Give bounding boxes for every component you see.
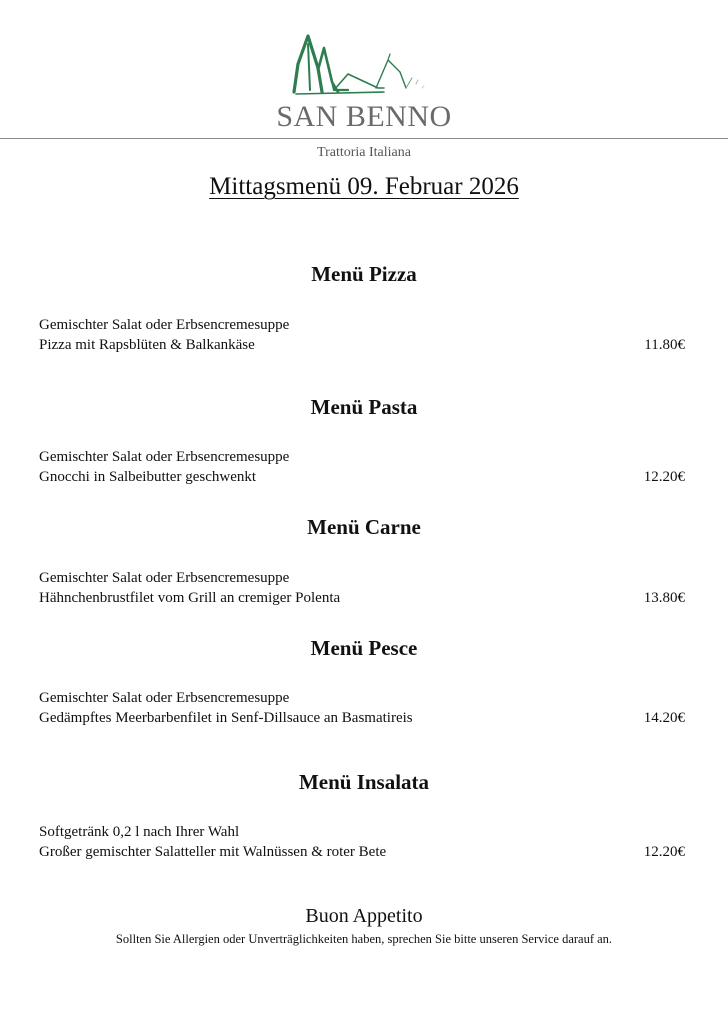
menu-main: Großer gemischter Salatteller mit Walnüssen & roter Bete [39, 844, 387, 860]
menu-price: 12.20€ [643, 844, 685, 860]
menu-title: Menü Carne [307, 515, 421, 539]
closing-text: Buon Appetito [305, 905, 423, 927]
menu-price: 13.80€ [643, 590, 685, 606]
menu-section-pizza [0, 259, 728, 289]
menu-starter: Gemischter Salat oder Erbsencremesuppe [39, 570, 290, 586]
date-title: Mittagsmenü 09. Februar 2026 [209, 173, 519, 200]
menu-items-insalata [39, 822, 685, 862]
header-divider [0, 138, 728, 139]
menu-main: Pizza mit Rapsblüten & Balkankäse [39, 337, 255, 353]
menu-items-pesce [39, 688, 685, 728]
menu-price: 12.20€ [643, 469, 685, 485]
menu-price: 11.80€ [644, 337, 685, 353]
menu-main-row [39, 842, 685, 862]
menu-section-pasta [0, 392, 728, 422]
menu-main-row [39, 467, 685, 487]
menu-starter: Gemischter Salat oder Erbsencremesuppe [39, 690, 290, 706]
menu-items-pasta [39, 447, 685, 487]
page-title [0, 173, 728, 201]
menu-title: Menü Pasta [310, 395, 418, 419]
menu-section-insalata [0, 767, 728, 797]
menu-main: Gedämpftes Meerbarbenfilet in Senf-Dillsauce an Basmatireis [39, 710, 413, 726]
menu-title: Menü Pesce [310, 636, 418, 660]
menu-main-row [39, 588, 685, 608]
menu-title: Menü Pizza [311, 262, 417, 286]
menu-main: Hähnchenbrustfilet vom Grill an cremiger Polenta [39, 590, 341, 606]
menu-items-carne [39, 568, 685, 608]
menu-section-carne [0, 512, 728, 542]
menu-items-pizza [39, 315, 685, 355]
menu-starter: Gemischter Salat oder Erbsencremesuppe [39, 317, 290, 333]
menu-title: Menü Insalata [298, 770, 430, 794]
menu-main: Gnocchi in Salbeibutter geschwenkt [39, 469, 257, 485]
menu-main-row [39, 335, 685, 355]
allergy-note: Sollten Sie Allergien oder Unverträglichkeiten haben, sprechen Sie bitte unseren Service darauf an. [115, 932, 613, 946]
menu-section-pesce [0, 633, 728, 663]
brand-name: SAN BENNO [276, 100, 452, 133]
church-logo-icon [288, 30, 438, 102]
logo [288, 30, 438, 102]
menu-price: 14.20€ [643, 710, 685, 726]
menu-main-row [39, 708, 685, 728]
menu-starter: Softgetränk 0,2 l nach Ihrer Wahl [39, 824, 240, 840]
tagline: Trattoria Italiana [317, 145, 411, 160]
menu-starter: Gemischter Salat oder Erbsencremesuppe [39, 449, 290, 465]
